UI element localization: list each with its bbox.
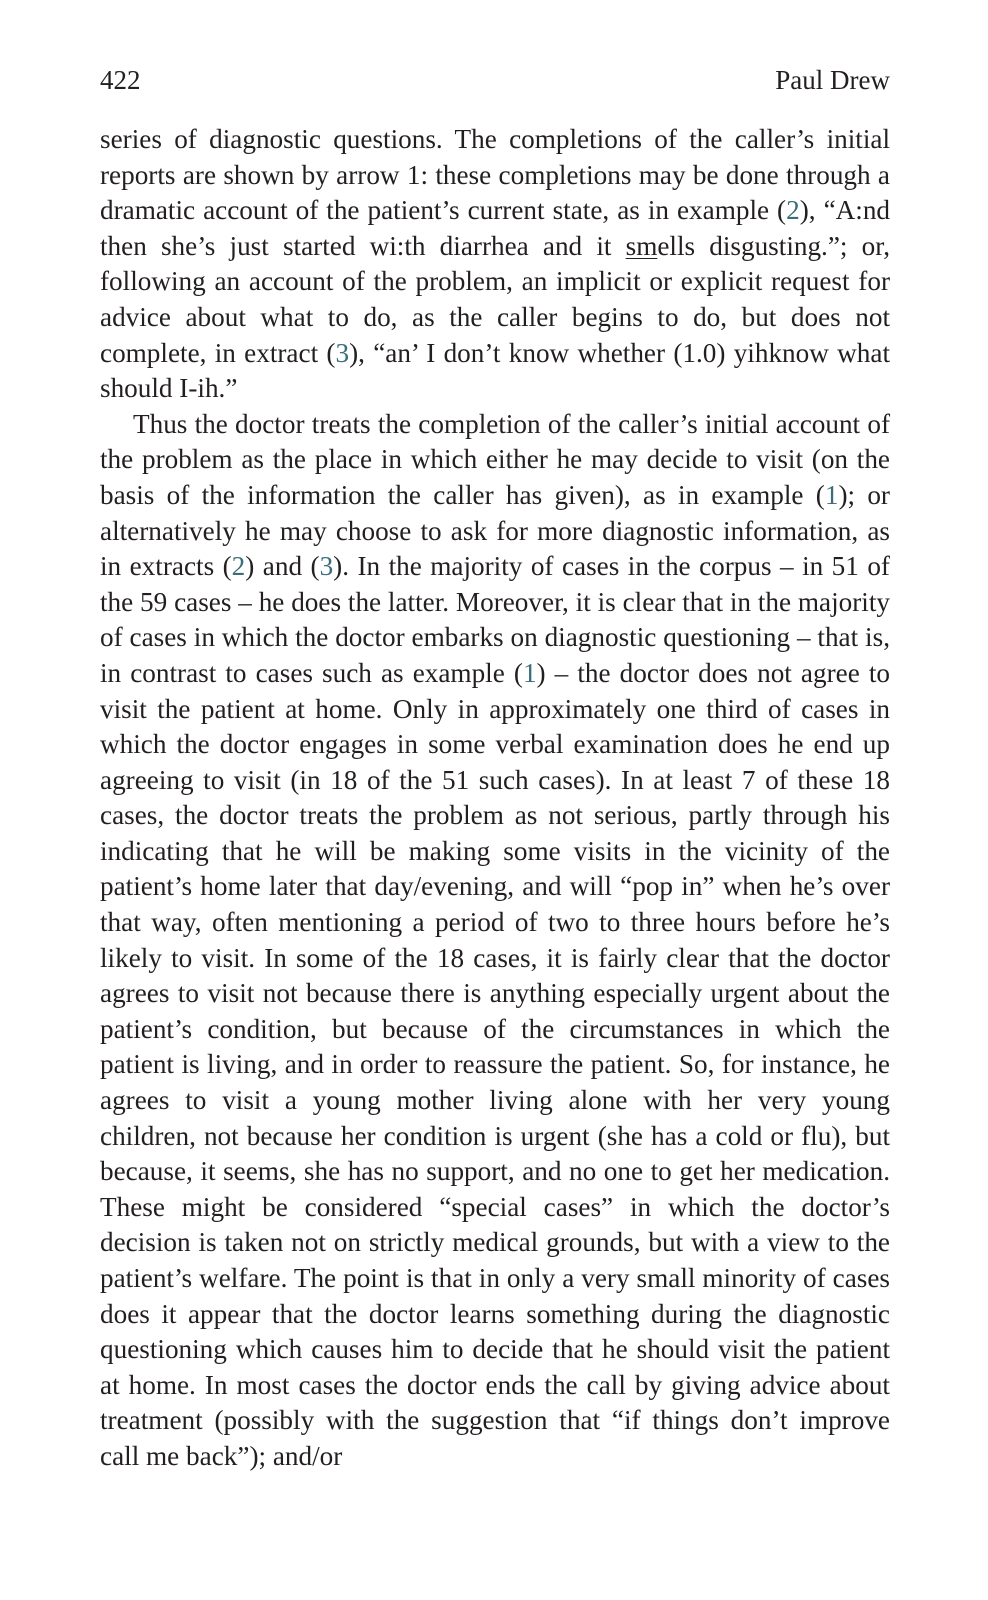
text-run: ) and ( [245, 551, 320, 582]
example-reference-link[interactable]: 2 [231, 551, 246, 582]
page [100, 62, 890, 1475]
text-run: ) – the doctor does not agree to visit the patient at home. Only in approximately one third of cases in which the doctor engages in some verbal examination does he end up agreeing to visit (in 18 of the 51 such cases). In at least 7 of these 18 cases, the doctor treats the problem as not serious, partly through his indicating that he will be making some visits in the vicinity of the patient’s home later that day/evening, and will “pop in” when he’s over that way, often mentioning a period of two to three hours before he’s likely to visit. In some of the 18 cases, it is fairly clear that the doctor agrees to visit not because there is anything especially urgent about the patient’s condition, but because of the circumstances in which the patient is living, and in order to reassure the patient. So, for instance, he agrees to visit a young mother living alone with her very young children, not because her condition is urgent (she has a cold or flu), but because, it seems, she has no support, and no one to get her medication. These might be considered “special cases” in which the doctor’s decision is taken not on strictly medical grounds, but with a view to the patient’s welfare. The point is that in only a very small minority of cases does it appear that the doctor learns something during the diagnostic questioning which causes him to decide that he should visit the patient at home. In most cases the doctor ends the call by giving advice about treatment (possibly with the suggestion that “if things don’t improve call me back”); and/or [100, 657, 890, 1471]
body-text [100, 122, 890, 1475]
text-run: series of diagnostic questions. The completions of the caller’s initial reports are shown by arrow 1: these completions may be done through a dramatic account of the patient’s current state, as in example ( [100, 124, 890, 226]
example-reference-link[interactable]: 3 [335, 337, 350, 368]
text-run: ), “A:nd then she’s just started wi:th diarrhea and it [100, 195, 891, 261]
running-head-author: Paul Drew [775, 65, 890, 95]
example-reference-link[interactable]: 1 [522, 657, 537, 688]
text-run: ); or alternatively he may choose to ask for more diagnostic information, as in extracts ( [100, 479, 890, 582]
paragraph-1 [100, 122, 890, 407]
example-reference-link[interactable]: 2 [786, 195, 800, 226]
example-reference-link[interactable]: 1 [824, 479, 839, 510]
running-head [100, 62, 890, 98]
text-run: Thus the doctor treats the completion of the caller’s initial account of the problem as the place in which either he may decide to visit (on the basis of the information the caller has given), as in example ( [100, 408, 890, 510]
paragraph-2 [100, 407, 890, 1475]
example-reference-link[interactable]: 3 [319, 551, 334, 582]
page-number: 422 [100, 65, 141, 95]
text-run: ). In the majority of cases in the corpus – in 51 of the 59 cases – he does the latter. Moreover, it is clear that in the majority of cases in which the doctor embarks on diagnostic questioning – that is, in contrast to cases such as example ( [100, 551, 890, 688]
text-run: ells disgusting.”; or, following an account of the problem, an implicit or explicit request for advice about what to do, as the caller begins to do, but does not complete, in extract ( [100, 230, 891, 368]
text-run: ), “an’ I don’t know whether (1.0) yihknow what should I-ih.” [100, 337, 890, 404]
underlined-emphasis: sm [625, 230, 658, 261]
